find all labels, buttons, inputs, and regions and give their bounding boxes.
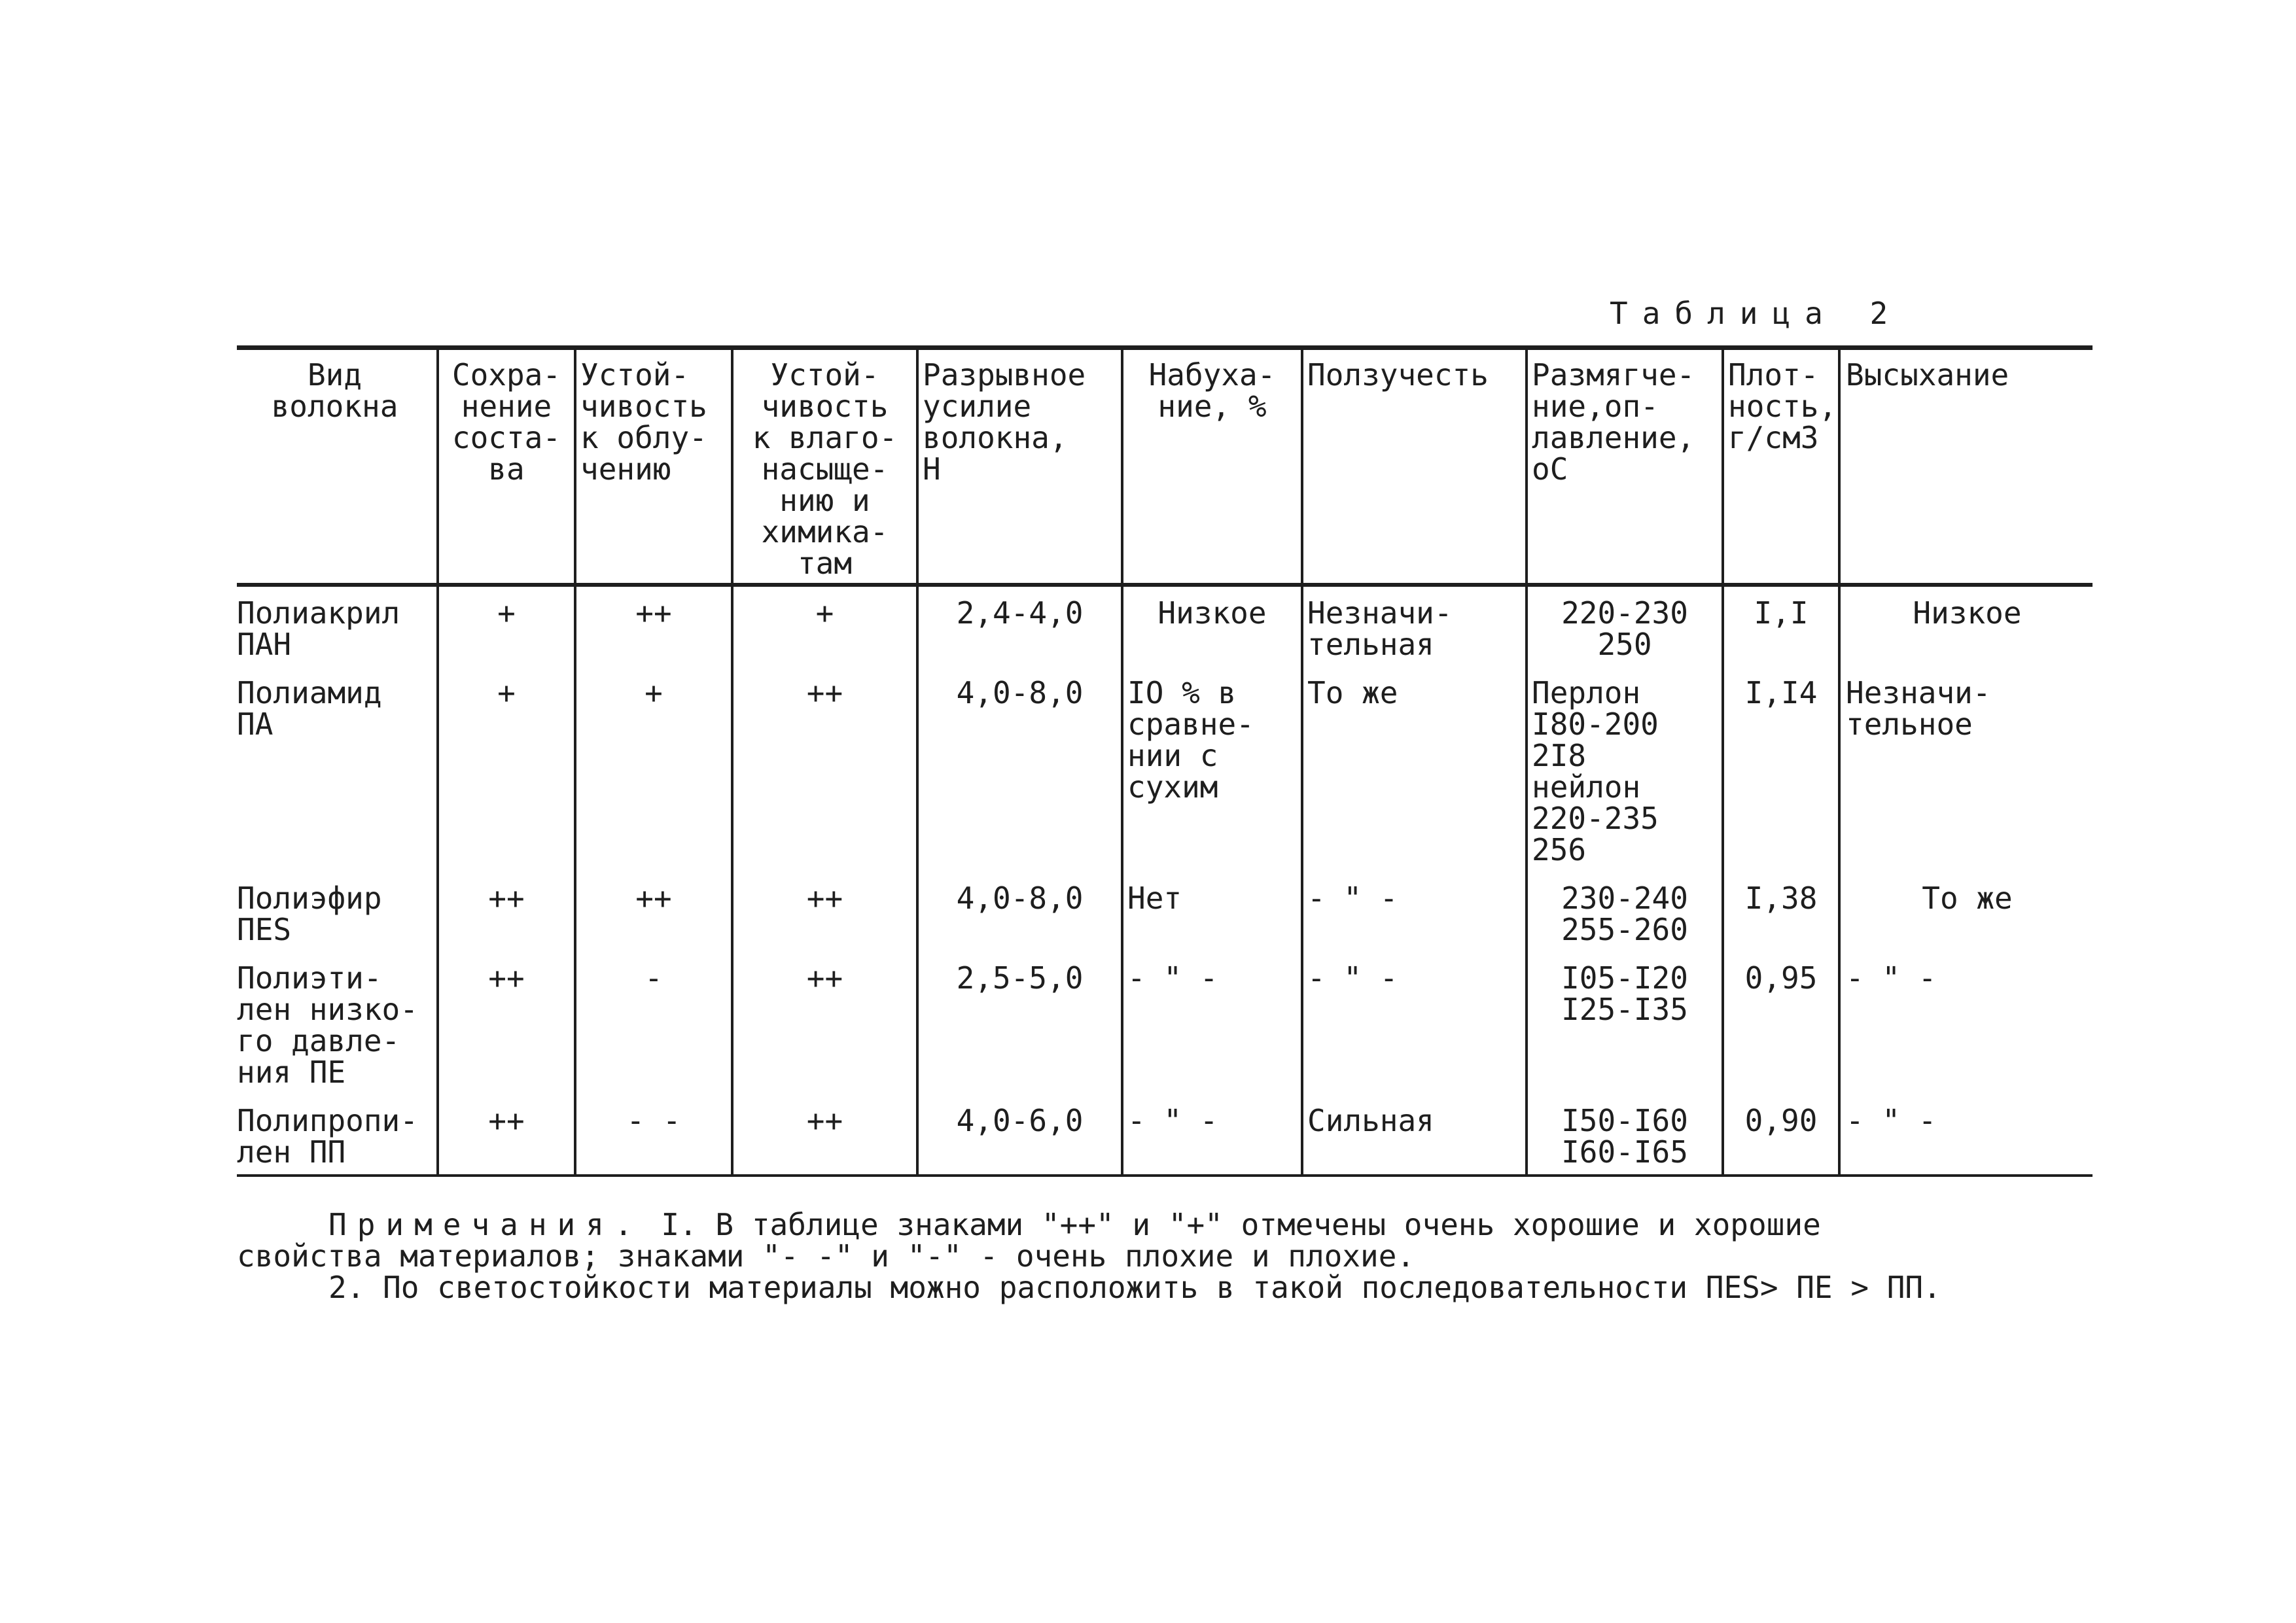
notes-heading: Примечания. <box>328 1207 643 1242</box>
table-cell: ++ <box>732 952 917 1094</box>
table-cell: 2,4-4,0 <box>917 585 1122 667</box>
table-cell: Полиэти- лен низко- го давле- ния ПЕ <box>237 960 418 1090</box>
note-line-1 <box>237 1209 1941 1240</box>
table-cell: - " - <box>1122 1094 1302 1176</box>
table-cell: 0,95 <box>1723 952 1839 1094</box>
table-cell: Сильная <box>1302 1094 1527 1176</box>
table-cell: 230-240 255-260 <box>1527 872 1723 952</box>
table-cell: - " - <box>1839 952 2093 1094</box>
table-row <box>237 585 2093 667</box>
table-cell: Нет <box>1122 872 1302 952</box>
table-cell: ++ <box>732 872 917 952</box>
note-text: I. В таблице знаками "++" и "+" отмечены очень хорошие и хорошие <box>661 1207 1821 1242</box>
header-cell: Плот- ность, г/см3 <box>1723 348 1839 585</box>
header-cell: Разрывное усилие волокна, Н <box>917 348 1122 585</box>
header-cell: Размягче- ние,оп- лавление, oC <box>1527 348 1723 585</box>
table-cell: То же <box>1839 872 2093 952</box>
table-cell: ++ <box>438 872 575 952</box>
table-cell: Полипропи- лен ПП <box>237 1102 418 1170</box>
header-cell: Вид волокна <box>237 348 438 585</box>
note-line-3: 2. По светостойкости материалы можно расположить в такой последовательности ПЕS> ПЕ > ПП. <box>328 1270 1941 1305</box>
table-cell: IO % в сравне- нии с сухим <box>1122 667 1302 872</box>
table-cell: Низкое <box>1839 585 2093 667</box>
table-cell: 4,0-8,0 <box>917 667 1122 872</box>
table-caption: Таблица 2 <box>1610 296 1903 331</box>
header-cell: Ползучесть <box>1302 348 1527 585</box>
table-cell: Незначи- тельная <box>1302 585 1527 667</box>
table-cell: ++ <box>732 1094 917 1176</box>
table-cell: Низкое <box>1122 585 1302 667</box>
table-cell: + <box>732 585 917 667</box>
table-cell: + <box>438 585 575 667</box>
table-cell: 0,90 <box>1723 1094 1839 1176</box>
table-cell: ++ <box>438 952 575 1094</box>
header-cell: Высыхание <box>1839 348 2093 585</box>
table-cell: I05-I20 I25-I35 <box>1527 952 1723 1094</box>
table-cell: 220-230 250 <box>1527 585 1723 667</box>
table-cell: Полиамид ПА <box>237 674 382 742</box>
table-cell: ++ <box>438 1094 575 1176</box>
table-cell: То же <box>1302 667 1527 872</box>
header-cell: Набуха- ние, % <box>1122 348 1302 585</box>
table-cell: 4,0-8,0 <box>917 872 1122 952</box>
table-cell: ++ <box>575 585 732 667</box>
table-cell: Незначи- тельное <box>1839 667 2093 872</box>
table-cell: I,I <box>1723 585 1839 667</box>
table-cell: ++ <box>732 667 917 872</box>
table-row <box>237 952 2093 1094</box>
table-cell: - " - <box>1122 952 1302 1094</box>
table-cell: Полиэфир ПЕS <box>237 880 382 947</box>
table-row <box>237 1094 2093 1176</box>
header-cell: Сохра- нение соста- ва <box>438 348 575 585</box>
note-line-2: свойства материалов; знаками "- -" и "-" - очень плохие и плохие. <box>237 1238 1415 1274</box>
table-cell: I,I4 <box>1723 667 1839 872</box>
table-cell: - <box>575 952 732 1094</box>
table-cell: + <box>575 667 732 872</box>
table-cell: - - <box>575 1094 732 1176</box>
table-cell: - " - <box>1302 872 1527 952</box>
header-row <box>237 348 2093 585</box>
header-cell: Устой- чивость к облу- чению <box>575 348 732 585</box>
table-cell: + <box>438 667 575 872</box>
table-row <box>237 872 2093 952</box>
table-cell: 4,0-6,0 <box>917 1094 1122 1176</box>
table-cell: - " - <box>1839 1094 2093 1176</box>
table-cell: 2,5-5,0 <box>917 952 1122 1094</box>
table-cell: I,38 <box>1723 872 1839 952</box>
table-row <box>237 667 2093 872</box>
table-cell: Перлон I80-200 2I8 нейлон 220-235 256 <box>1527 667 1723 872</box>
header-cell: Устой- чивость к влаго- насыще- нию и химика- там <box>732 348 917 585</box>
notes-block <box>237 1209 1941 1303</box>
properties-table <box>237 345 2093 1177</box>
table-cell: Полиакрил ПАН <box>237 595 400 662</box>
table-cell: I50-I60 I60-I65 <box>1527 1094 1723 1176</box>
table-cell: ++ <box>575 872 732 952</box>
table-cell: - " - <box>1302 952 1527 1094</box>
